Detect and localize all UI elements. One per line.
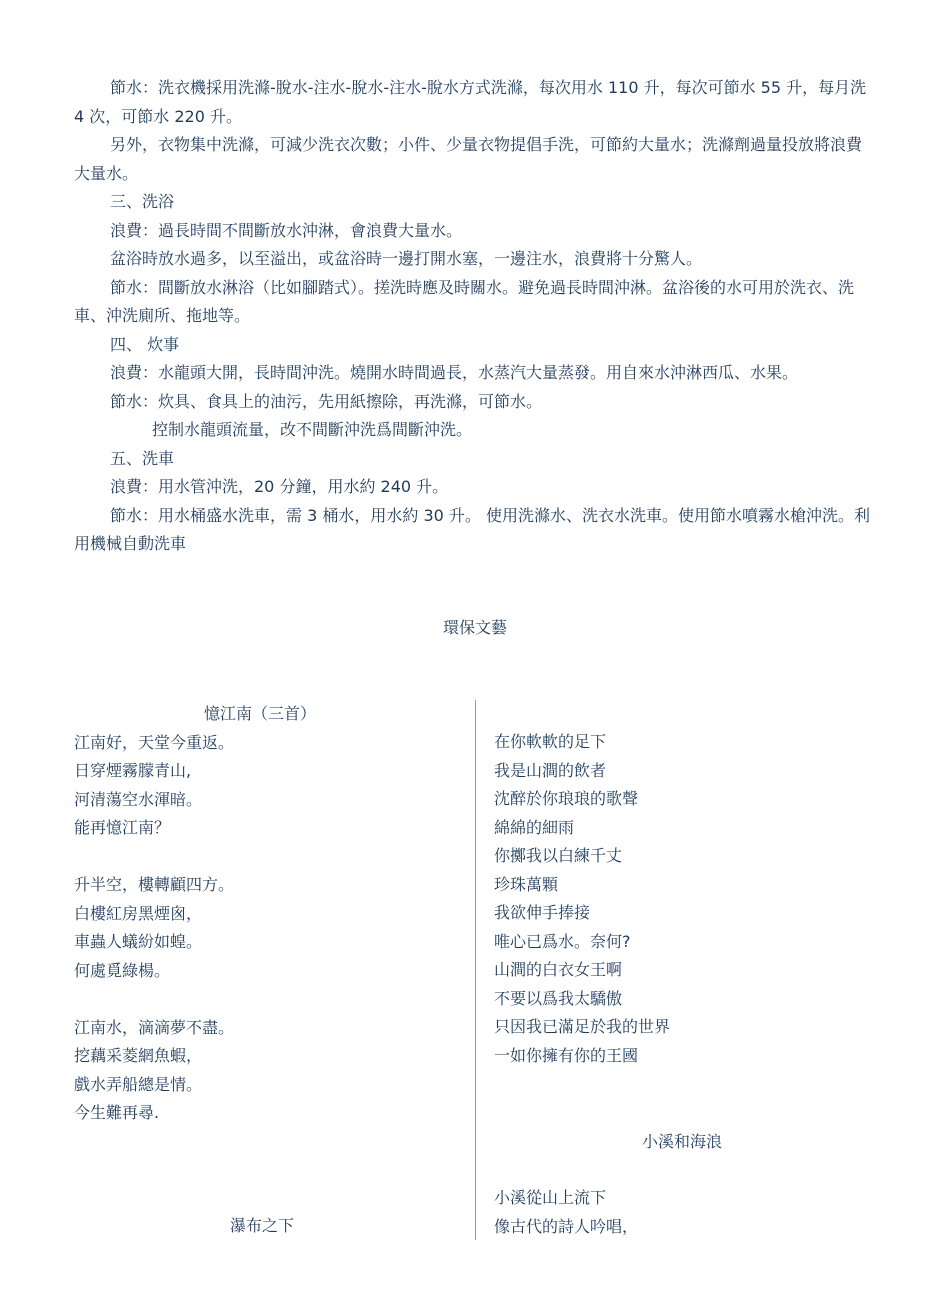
paragraph-cooking-saving: 節水：炊具、食具上的油污，先用紙擦除，再洗滌，可節水。 xyxy=(110,391,543,411)
poem-line: 像古代的詩人吟唱， xyxy=(494,1216,639,1236)
heading-carwash: 五、洗車 xyxy=(110,448,175,468)
poem-right-column xyxy=(494,728,894,1070)
poem-line: 你擲我以白練千丈 xyxy=(494,846,623,865)
poem-line: 車蟲人蟻紛如蝗。 xyxy=(74,932,203,951)
paragraph-bathing-waste: 浪費：過長時間不間斷放水沖淋，會浪費大量水。 xyxy=(110,220,463,240)
paragraph-carwash-saving: 節水：用水桶盛水洗車，需 3 桶水，用水約 30 升。 使用洗滌水、洗衣水洗車。使用節水噴霧水槍沖洗。利用機械自動洗車 xyxy=(74,505,870,553)
poem-line: 一如你擁有你的王國 xyxy=(494,1045,639,1065)
stanza-gap xyxy=(74,985,474,1014)
poem-line: 山澗的白衣女王啊 xyxy=(494,960,623,979)
section-title: 環保文藝 xyxy=(442,618,507,637)
heading-cooking: 四、 炊事 xyxy=(110,334,180,354)
poem-line: 只因我已滿足於我的世界 xyxy=(494,1017,671,1036)
poem-line: 我欲伸手捧接 xyxy=(494,903,591,922)
poem-line: 我是山澗的飲者 xyxy=(494,760,607,780)
poem-title: 憶江南（三首） xyxy=(204,704,317,723)
paragraph-laundry-saving: 節水：洗衣機採用洗滌-脫水-注水-脫水-注水-脫水方式洗滌，每次用水 110 升，每次可節水 55 升，每月洗 4 次，可節水 220 升。 xyxy=(74,78,867,126)
poem-line: 日穿煙霧朦青山, xyxy=(74,761,192,780)
poem-title-waterfall: 瀑布之下 xyxy=(230,1216,295,1235)
poem-line: 江南水，滴滴夢不盡。 xyxy=(74,1017,235,1037)
poem-line: 江南好，天堂今重返。 xyxy=(74,732,235,752)
heading-bathing: 三、洗浴 xyxy=(110,192,175,211)
poem-title-stream: 小溪和海浪 xyxy=(642,1132,723,1151)
poem-stream-body xyxy=(494,1184,894,1241)
poem-line: 能再憶江南？ xyxy=(74,818,171,837)
paragraph-carwash-waste: 浪費：用水管沖洗，20 分鐘，用水約 240 升。 xyxy=(110,477,449,496)
stanza-gap xyxy=(74,843,474,872)
poem-line: 戲水弄船總是情。 xyxy=(74,1074,203,1094)
poem-line: 珍珠萬顆 xyxy=(494,874,559,894)
paragraph-bathtub-waste: 盆浴時放水過多，以至溢出，或盆浴時一邊打開水塞，一邊注水，浪費將十分驚人。 xyxy=(110,249,703,268)
paragraph-bathing-saving: 節水：間斷放水淋浴（比如腳踏式）。搓洗時應及時關水。避免過長時間沖淋。盆浴後的水可用於洗衣、洗車、沖洗廁所、拖地等。 xyxy=(74,277,855,325)
poem-line: 小溪從山上流下 xyxy=(494,1188,607,1207)
poem-line: 唯心已爲水。奈何? xyxy=(494,931,631,951)
poem-line: 在你軟軟的足下 xyxy=(494,732,607,751)
poem-line: 挖藕采菱網魚蝦， xyxy=(74,1046,203,1065)
poem-line: 不要以爲我太驕傲 xyxy=(494,988,623,1008)
paragraph-faucet-control: 控制水龍頭流量，改不間斷沖洗爲間斷沖洗。 xyxy=(152,420,473,439)
poem-line: 升半空，樓轉顧四方。 xyxy=(74,875,235,894)
poem-line: 沈醉於你琅琅的歌聲 xyxy=(494,789,639,808)
poem-line: 綿綿的細雨 xyxy=(494,817,575,837)
poem-line: 河清蕩空水渾暗。 xyxy=(74,789,203,809)
poem-line: 何處覓綠楊。 xyxy=(74,960,171,980)
column-divider xyxy=(475,700,476,1240)
poem-left-column xyxy=(74,700,474,1128)
paragraph-laundry-extra: 另外，衣物集中洗滌，可減少洗衣次數；小件、少量衣物提倡手洗，可節約大量水；洗滌劑過量投放將浪費大量水。 xyxy=(74,135,863,183)
poem-line: 白樓紅房黑煙囪， xyxy=(74,903,203,923)
poem-line: 今生難再尋. xyxy=(74,1103,160,1122)
article-body xyxy=(74,74,876,559)
paragraph-cooking-waste: 浪費：水龍頭大開，長時間沖洗。燒開水時間過長，水蒸汽大量蒸發。用自來水沖淋西瓜、水果。 xyxy=(110,363,799,382)
